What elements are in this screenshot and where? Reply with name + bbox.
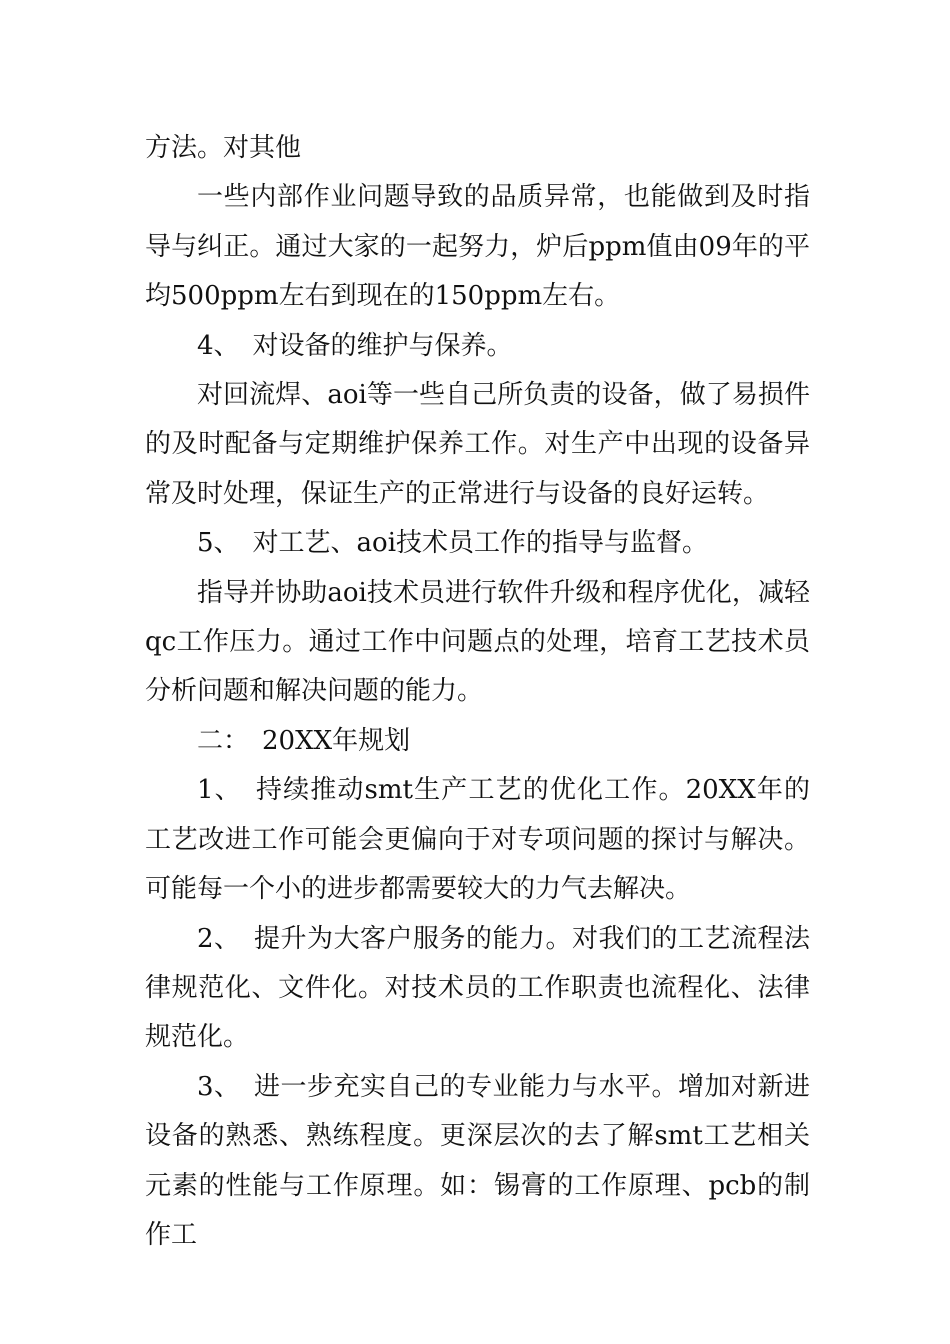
paragraph-8: 1、 持续推动smt生产工艺的优化工作。20XX年的工艺改进工作可能会更偏向于对专项问题的探讨与解决。可能每一个小的进步都需要较大的力气去解决。 xyxy=(145,775,810,905)
paragraph-9: 2、 提升为大客户服务的能力。对我们的工艺流程法律规范化、文件化。对技术员的工作职责也流程化、法律规范化。 xyxy=(145,923,810,1053)
paragraph-10: 3、 进一步充实自己的专业能力与水平。增加对新进设备的熟悉、熟练程度。更深层次的去了解smt工艺相关元素的性能与工作原理。如：锡膏的工作原理、pcb的制作工 xyxy=(145,1071,810,1250)
paragraph-3: 4、 对设备的维护与保养。 xyxy=(197,330,513,361)
document-body xyxy=(145,124,810,1260)
paragraph-1: 方法。对其他 xyxy=(145,133,302,163)
paragraph-2: 一些内部作业问题导致的品质异常，也能做到及时指导与纠正。通过大家的一起努力，炉后ppm值由09年的平均500ppm左右到现在的150ppm左右。 xyxy=(145,182,810,312)
paragraph-5: 5、 对工艺、aoi技术员工作的指导与监督。 xyxy=(197,528,709,559)
paragraph-7: 二： 20XX年规划 xyxy=(197,725,411,756)
paragraph-6: 指导并协助aoi技术员进行软件升级和程序优化，减轻qc工作压力。通过工作中问题点的处理，培育工艺技术员分析问题和解决问题的能力。 xyxy=(145,577,810,707)
paragraph-4: 对回流焊、aoi等一些自己所负责的设备，做了易损件的及时配备与定期维护保养工作。对生产中出现的设备异常及时处理，保证生产的正常进行与设备的良好运转。 xyxy=(145,380,810,509)
